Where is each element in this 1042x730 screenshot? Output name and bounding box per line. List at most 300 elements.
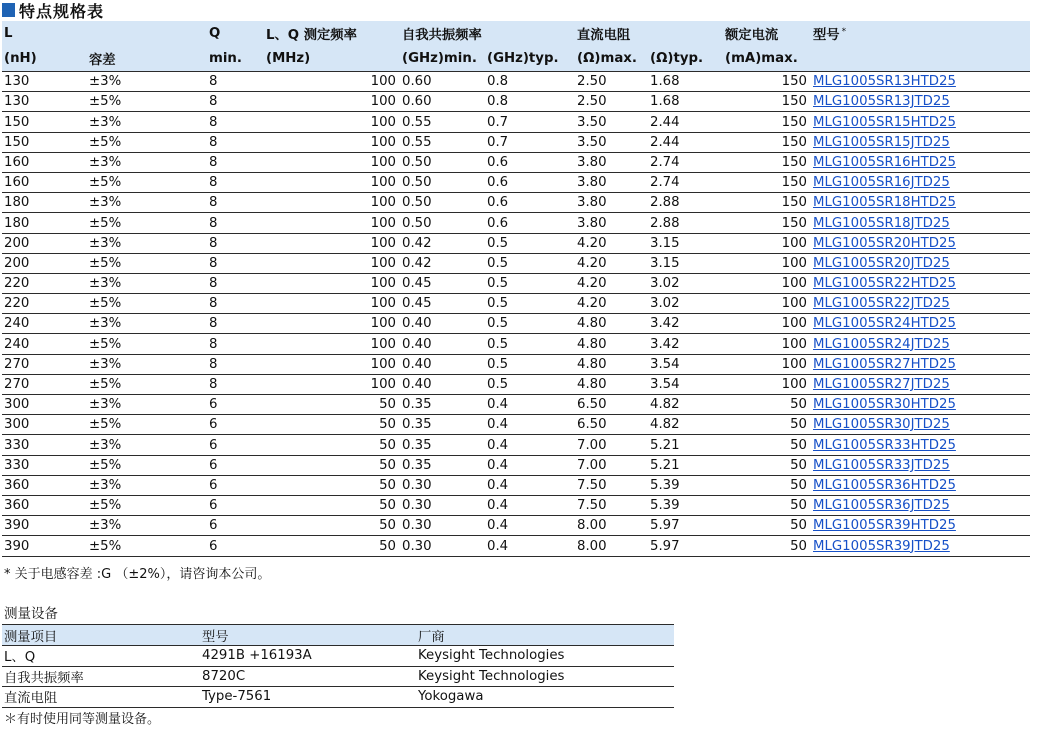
part-number-cell [811, 334, 1030, 354]
dcr-max-cell: 4.80 [575, 334, 648, 354]
equipment-row [2, 666, 674, 687]
q-min-cell: 8 [207, 213, 264, 233]
header-rated-current: 额定电流 [723, 21, 811, 46]
test-freq-cell: 50 [264, 455, 400, 475]
part-number-cell [811, 213, 1030, 233]
inductance-cell: 360 [2, 475, 87, 495]
q-min-cell: 8 [207, 334, 264, 354]
tolerance-cell: ±3% [87, 273, 207, 293]
inductance-cell: 240 [2, 334, 87, 354]
dcr-typ-cell: 2.44 [648, 132, 723, 152]
part-number-cell [811, 374, 1030, 394]
part-number-cell [811, 152, 1030, 172]
dcr-typ-cell: 4.82 [648, 395, 723, 415]
part-number-cell [811, 112, 1030, 132]
test-freq-cell: 50 [264, 435, 400, 455]
dcr-max-cell: 4.20 [575, 233, 648, 253]
test-freq-cell: 100 [264, 132, 400, 152]
part-number-link[interactable]: MLG1005SR22HTD25 [813, 276, 956, 292]
dcr-max-cell: 4.20 [575, 273, 648, 293]
header-unit-mhz: (MHz) [264, 46, 400, 72]
section-title [2, 0, 104, 20]
equipment-maker: Keysight Technologies [416, 666, 674, 687]
equipment-header-model: 型号 [200, 625, 416, 646]
header-dcr-max: (Ω)max. [575, 46, 648, 72]
tolerance-cell: ±5% [87, 334, 207, 354]
tolerance-cell: ±3% [87, 233, 207, 253]
part-number-link[interactable]: MLG1005SR18HTD25 [813, 195, 956, 211]
q-min-cell: 8 [207, 193, 264, 213]
srf-min-cell: 0.30 [400, 536, 485, 556]
srf-min-cell: 0.35 [400, 395, 485, 415]
srf-typ-cell: 0.4 [485, 475, 575, 495]
header-tolerance: 容差 [87, 46, 207, 72]
part-number-link[interactable]: MLG1005SR16JTD25 [813, 175, 950, 191]
part-number-link[interactable]: MLG1005SR13HTD25 [813, 74, 956, 90]
spec-row [2, 213, 1030, 233]
part-number-link[interactable]: MLG1005SR33JTD25 [813, 457, 950, 473]
srf-typ-cell: 0.6 [485, 193, 575, 213]
srf-typ-cell: 0.4 [485, 455, 575, 475]
srf-min-cell: 0.35 [400, 415, 485, 435]
inductance-cell: 300 [2, 395, 87, 415]
srf-typ-cell: 0.6 [485, 213, 575, 233]
header-empty-1 [87, 21, 207, 46]
equipment-header-row [2, 625, 674, 646]
rated-current-cell: 50 [723, 455, 811, 475]
part-number-link[interactable]: MLG1005SR33HTD25 [813, 437, 956, 453]
inductance-cell: 200 [2, 233, 87, 253]
rated-current-cell: 50 [723, 516, 811, 536]
tolerance-cell: ±5% [87, 455, 207, 475]
tolerance-cell: ±3% [87, 152, 207, 172]
srf-min-cell: 0.40 [400, 354, 485, 374]
rated-current-cell: 150 [723, 92, 811, 112]
equipment-row [2, 687, 674, 708]
spec-row [2, 233, 1030, 253]
part-number-link[interactable]: MLG1005SR16HTD25 [813, 154, 956, 170]
rated-current-cell: 100 [723, 273, 811, 293]
part-number-link[interactable]: MLG1005SR30JTD25 [813, 417, 950, 433]
tolerance-footnote: * 关于电感容差 :G （±2%），请咨询本公司。 [4, 567, 271, 582]
part-number-link[interactable]: MLG1005SR24JTD25 [813, 336, 950, 352]
rated-current-cell: 50 [723, 395, 811, 415]
srf-typ-cell: 0.4 [485, 435, 575, 455]
tolerance-cell: ±3% [87, 354, 207, 374]
dcr-max-cell: 3.80 [575, 213, 648, 233]
part-number-cell [811, 294, 1030, 314]
dcr-max-cell: 4.80 [575, 354, 648, 374]
dcr-max-cell: 2.50 [575, 92, 648, 112]
tolerance-cell: ±3% [87, 72, 207, 92]
test-freq-cell: 100 [264, 354, 400, 374]
dcr-typ-cell: 5.97 [648, 536, 723, 556]
srf-min-cell: 0.42 [400, 233, 485, 253]
dcr-max-cell: 3.50 [575, 112, 648, 132]
header-dcr-typ: (Ω)typ. [648, 46, 723, 72]
spec-row [2, 294, 1030, 314]
srf-typ-cell: 0.5 [485, 314, 575, 334]
dcr-max-cell: 8.00 [575, 536, 648, 556]
title-square-icon [2, 3, 15, 17]
srf-min-cell: 0.30 [400, 495, 485, 515]
srf-typ-cell: 0.7 [485, 112, 575, 132]
spec-row [2, 273, 1030, 293]
part-number-cell [811, 253, 1030, 273]
srf-min-cell: 0.45 [400, 294, 485, 314]
equipment-title: 测量设备 [4, 606, 58, 622]
dcr-typ-cell: 2.88 [648, 213, 723, 233]
header-q-min: min. [207, 46, 264, 72]
dcr-typ-cell: 3.42 [648, 334, 723, 354]
dcr-max-cell: 7.00 [575, 455, 648, 475]
dcr-max-cell: 6.50 [575, 415, 648, 435]
part-number-link[interactable]: MLG1005SR20HTD25 [813, 235, 956, 251]
srf-min-cell: 0.40 [400, 374, 485, 394]
test-freq-cell: 100 [264, 334, 400, 354]
srf-typ-cell: 0.4 [485, 415, 575, 435]
part-number-link[interactable]: MLG1005SR27HTD25 [813, 356, 956, 372]
dcr-typ-cell: 2.44 [648, 112, 723, 132]
spec-row [2, 193, 1030, 213]
part-number-cell [811, 172, 1030, 192]
equipment-item: 自我共振频率 [2, 666, 200, 687]
inductance-cell: 130 [2, 72, 87, 92]
dcr-typ-cell: 3.02 [648, 273, 723, 293]
spec-row [2, 253, 1030, 273]
rated-current-cell: 100 [723, 233, 811, 253]
inductance-cell: 150 [2, 132, 87, 152]
equipment-item: L、Q [2, 646, 200, 667]
srf-typ-cell: 0.5 [485, 294, 575, 314]
dcr-max-cell: 4.80 [575, 314, 648, 334]
tolerance-cell: ±3% [87, 435, 207, 455]
srf-typ-cell: 0.5 [485, 233, 575, 253]
q-min-cell: 8 [207, 294, 264, 314]
srf-typ-cell: 0.5 [485, 374, 575, 394]
srf-min-cell: 0.55 [400, 112, 485, 132]
q-min-cell: 6 [207, 415, 264, 435]
q-min-cell: 8 [207, 72, 264, 92]
spec-row [2, 415, 1030, 435]
header-empty-2 [811, 46, 1030, 72]
spec-row [2, 72, 1030, 92]
spec-table [2, 21, 1030, 557]
srf-min-cell: 0.30 [400, 475, 485, 495]
srf-min-cell: 0.35 [400, 455, 485, 475]
header-q: Q [207, 21, 264, 46]
test-freq-cell: 100 [264, 273, 400, 293]
header-current-max: (mA)max. [723, 46, 811, 72]
part-number-cell [811, 455, 1030, 475]
srf-min-cell: 0.40 [400, 314, 485, 334]
test-freq-cell: 50 [264, 536, 400, 556]
inductance-cell: 160 [2, 152, 87, 172]
header-srf-min: (GHz)min. [400, 46, 485, 72]
part-number-cell [811, 92, 1030, 112]
spec-row [2, 516, 1030, 536]
inductance-cell: 360 [2, 495, 87, 515]
srf-min-cell: 0.50 [400, 193, 485, 213]
inductance-cell: 180 [2, 213, 87, 233]
rated-current-cell: 150 [723, 132, 811, 152]
dcr-typ-cell: 2.74 [648, 172, 723, 192]
dcr-typ-cell: 3.42 [648, 314, 723, 334]
test-freq-cell: 100 [264, 172, 400, 192]
q-min-cell: 8 [207, 354, 264, 374]
part-number-link[interactable]: MLG1005SR39HTD25 [813, 518, 956, 534]
spec-row [2, 112, 1030, 132]
q-min-cell: 8 [207, 374, 264, 394]
q-min-cell: 8 [207, 233, 264, 253]
srf-typ-cell: 0.5 [485, 334, 575, 354]
srf-min-cell: 0.50 [400, 172, 485, 192]
rated-current-cell: 100 [723, 294, 811, 314]
test-freq-cell: 100 [264, 374, 400, 394]
inductance-cell: 300 [2, 415, 87, 435]
inductance-cell: 200 [2, 253, 87, 273]
dcr-typ-cell: 2.88 [648, 193, 723, 213]
rated-current-cell: 100 [723, 374, 811, 394]
dcr-max-cell: 2.50 [575, 72, 648, 92]
tolerance-cell: ±5% [87, 374, 207, 394]
part-number-link[interactable]: MLG1005SR20JTD25 [813, 255, 950, 271]
srf-typ-cell: 0.4 [485, 516, 575, 536]
inductance-cell: 180 [2, 193, 87, 213]
part-number-link[interactable]: MLG1005SR36JTD25 [813, 498, 950, 514]
rated-current-cell: 100 [723, 354, 811, 374]
srf-min-cell: 0.42 [400, 253, 485, 273]
section-title-text: 特点规格表 [19, 1, 105, 21]
part-number-cell [811, 233, 1030, 253]
dcr-max-cell: 4.20 [575, 294, 648, 314]
part-number-cell [811, 193, 1030, 213]
rated-current-cell: 50 [723, 475, 811, 495]
spec-row [2, 495, 1030, 515]
dcr-max-cell: 3.80 [575, 193, 648, 213]
part-number-link[interactable]: MLG1005SR13JTD25 [813, 94, 950, 110]
equipment-table [2, 624, 674, 708]
header-lq-freq: L、Q 测定频率 [264, 21, 400, 46]
rated-current-cell: 50 [723, 435, 811, 455]
part-number-cell [811, 536, 1030, 556]
rated-current-cell: 150 [723, 193, 811, 213]
tolerance-cell: ±5% [87, 213, 207, 233]
dcr-typ-cell: 3.15 [648, 233, 723, 253]
inductance-cell: 330 [2, 435, 87, 455]
spec-row [2, 334, 1030, 354]
q-min-cell: 6 [207, 475, 264, 495]
rated-current-cell: 100 [723, 314, 811, 334]
spec-row [2, 536, 1030, 556]
part-number-link[interactable]: MLG1005SR27JTD25 [813, 377, 950, 392]
rated-current-cell: 50 [723, 536, 811, 556]
tolerance-cell: ±5% [87, 415, 207, 435]
q-min-cell: 6 [207, 495, 264, 515]
inductance-cell: 220 [2, 294, 87, 314]
inductance-cell: 220 [2, 273, 87, 293]
dcr-typ-cell: 1.68 [648, 92, 723, 112]
equipment-header-item: 测量项目 [2, 625, 200, 646]
spec-header-row-2 [2, 46, 1030, 72]
dcr-max-cell: 7.50 [575, 475, 648, 495]
part-number-link[interactable]: MLG1005SR15JTD25 [813, 134, 950, 150]
q-min-cell: 8 [207, 314, 264, 334]
rated-current-cell: 150 [723, 172, 811, 192]
q-min-cell: 6 [207, 516, 264, 536]
test-freq-cell: 100 [264, 294, 400, 314]
tolerance-cell: ±5% [87, 172, 207, 192]
spec-header-row-1 [2, 21, 1030, 46]
tolerance-cell: ±5% [87, 132, 207, 152]
test-freq-cell: 100 [264, 253, 400, 273]
srf-typ-cell: 0.5 [485, 273, 575, 293]
srf-min-cell: 0.60 [400, 92, 485, 112]
q-min-cell: 8 [207, 253, 264, 273]
dcr-typ-cell: 5.39 [648, 475, 723, 495]
dcr-max-cell: 6.50 [575, 395, 648, 415]
spec-row [2, 92, 1030, 112]
q-min-cell: 8 [207, 112, 264, 132]
test-freq-cell: 100 [264, 213, 400, 233]
srf-min-cell: 0.35 [400, 435, 485, 455]
part-number-cell [811, 415, 1030, 435]
part-number-cell [811, 395, 1030, 415]
srf-typ-cell: 0.8 [485, 92, 575, 112]
header-dcr: 直流电阻 [575, 21, 723, 46]
q-min-cell: 6 [207, 435, 264, 455]
rated-current-cell: 150 [723, 152, 811, 172]
inductance-cell: 240 [2, 314, 87, 334]
part-number-cell [811, 435, 1030, 455]
dcr-typ-cell: 1.68 [648, 72, 723, 92]
part-number-link[interactable]: MLG1005SR22JTD25 [813, 296, 950, 312]
dcr-max-cell: 7.00 [575, 435, 648, 455]
tolerance-cell: ±3% [87, 193, 207, 213]
tolerance-cell: ±3% [87, 314, 207, 334]
rated-current-cell: 100 [723, 253, 811, 273]
srf-min-cell: 0.50 [400, 213, 485, 233]
rated-current-cell: 150 [723, 112, 811, 132]
inductance-cell: 160 [2, 172, 87, 192]
spec-row [2, 314, 1030, 334]
dcr-max-cell: 3.80 [575, 152, 648, 172]
equipment-item: 直流电阻 [2, 687, 200, 708]
part-number-cell [811, 495, 1030, 515]
equipment-footnote: ＊有时使用同等测量设备。 [4, 712, 161, 727]
tolerance-cell: ±3% [87, 395, 207, 415]
equipment-header-maker: 厂商 [416, 625, 674, 646]
dcr-typ-cell: 3.02 [648, 294, 723, 314]
srf-typ-cell: 0.6 [485, 172, 575, 192]
inductance-cell: 130 [2, 92, 87, 112]
tolerance-cell: ±3% [87, 475, 207, 495]
dcr-typ-cell: 5.39 [648, 495, 723, 515]
part-number-cell [811, 516, 1030, 536]
srf-min-cell: 0.45 [400, 273, 485, 293]
inductance-cell: 150 [2, 112, 87, 132]
q-min-cell: 8 [207, 152, 264, 172]
equipment-model: 4291B +16193A [200, 646, 416, 667]
part-number-link[interactable]: MLG1005SR39JTD25 [813, 538, 950, 554]
part-number-link[interactable]: MLG1005SR15HTD25 [813, 114, 956, 130]
equipment-maker: Keysight Technologies [416, 646, 674, 667]
spec-row [2, 172, 1030, 192]
rated-current-cell: 150 [723, 213, 811, 233]
dcr-max-cell: 3.80 [575, 172, 648, 192]
part-number-cell [811, 132, 1030, 152]
q-min-cell: 8 [207, 92, 264, 112]
spec-row [2, 475, 1030, 495]
tolerance-cell: ±3% [87, 516, 207, 536]
test-freq-cell: 100 [264, 152, 400, 172]
srf-min-cell: 0.55 [400, 132, 485, 152]
tolerance-cell: ±5% [87, 536, 207, 556]
spec-row [2, 395, 1030, 415]
part-number-link[interactable]: MLG1005SR24HTD25 [813, 316, 956, 332]
test-freq-cell: 100 [264, 193, 400, 213]
dcr-max-cell: 4.20 [575, 253, 648, 273]
equipment-row [2, 646, 674, 667]
header-model-label: 型号 [813, 28, 840, 43]
test-freq-cell: 50 [264, 395, 400, 415]
inductance-cell: 390 [2, 516, 87, 536]
header-unit-nh: (nH) [2, 46, 87, 72]
part-number-cell [811, 314, 1030, 334]
srf-typ-cell: 0.7 [485, 132, 575, 152]
inductance-cell: 270 [2, 374, 87, 394]
spec-row [2, 132, 1030, 152]
srf-typ-cell: 0.4 [485, 495, 575, 515]
test-freq-cell: 50 [264, 495, 400, 515]
rated-current-cell: 100 [723, 334, 811, 354]
srf-min-cell: 0.50 [400, 152, 485, 172]
rated-current-cell: 150 [723, 72, 811, 92]
srf-min-cell: 0.60 [400, 72, 485, 92]
dcr-max-cell: 3.50 [575, 132, 648, 152]
srf-min-cell: 0.40 [400, 334, 485, 354]
dcr-typ-cell: 4.82 [648, 415, 723, 435]
test-freq-cell: 50 [264, 516, 400, 536]
spec-row [2, 455, 1030, 475]
srf-typ-cell: 0.8 [485, 72, 575, 92]
tolerance-cell: ±5% [87, 294, 207, 314]
part-number-link[interactable]: MLG1005SR36HTD25 [813, 477, 956, 493]
part-number-link[interactable]: MLG1005SR18JTD25 [813, 215, 950, 231]
q-min-cell: 8 [207, 132, 264, 152]
inductance-cell: 270 [2, 354, 87, 374]
dcr-typ-cell: 3.54 [648, 374, 723, 394]
q-min-cell: 6 [207, 536, 264, 556]
part-number-link[interactable]: MLG1005SR30HTD25 [813, 397, 956, 413]
equipment-model: Type-7561 [200, 687, 416, 708]
equipment-maker: Yokogawa [416, 687, 674, 708]
spec-row [2, 374, 1030, 394]
tolerance-cell: ±5% [87, 92, 207, 112]
header-model [811, 21, 1030, 46]
test-freq-cell: 100 [264, 233, 400, 253]
spec-row [2, 152, 1030, 172]
test-freq-cell: 50 [264, 475, 400, 495]
dcr-typ-cell: 3.54 [648, 354, 723, 374]
header-srf-typ: (GHz)typ. [485, 46, 575, 72]
srf-typ-cell: 0.5 [485, 253, 575, 273]
test-freq-cell: 100 [264, 72, 400, 92]
dcr-max-cell: 7.50 [575, 495, 648, 515]
dcr-typ-cell: 3.15 [648, 253, 723, 273]
srf-typ-cell: 0.6 [485, 152, 575, 172]
srf-typ-cell: 0.4 [485, 395, 575, 415]
